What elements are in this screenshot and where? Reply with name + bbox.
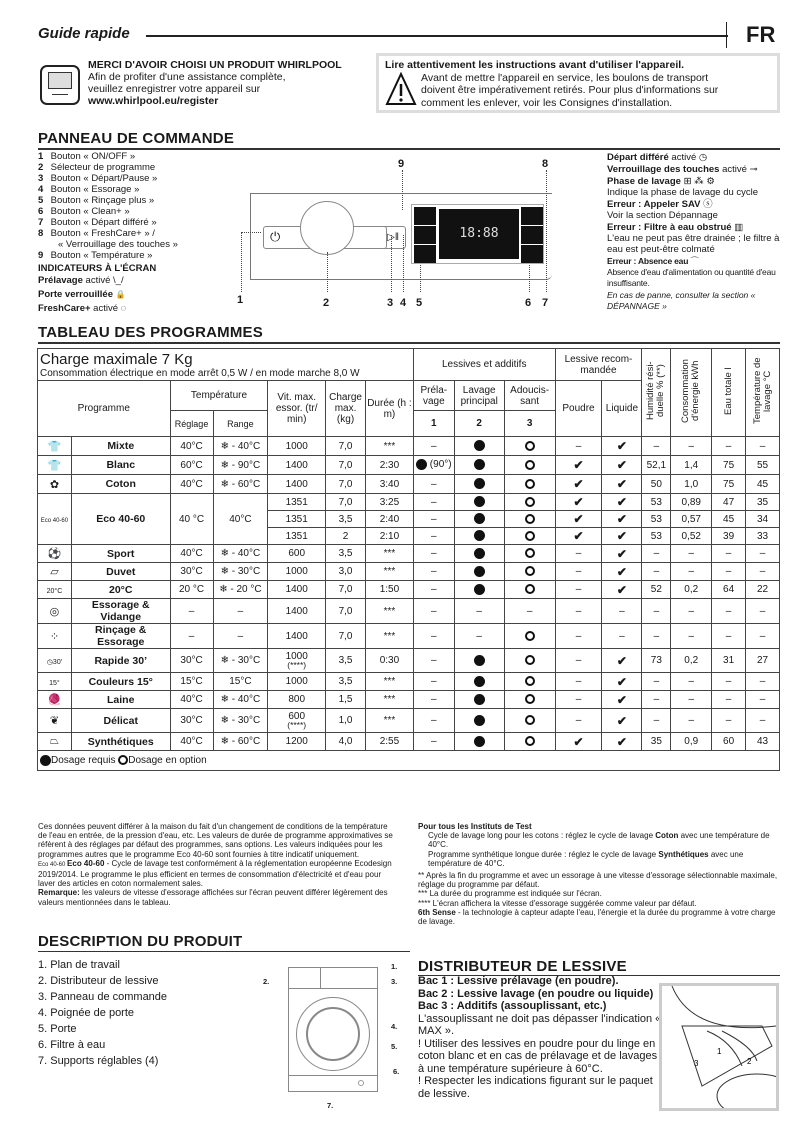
product-parts-list xyxy=(38,957,167,1069)
check-icon: ✔ xyxy=(573,529,584,543)
header-spin: Vit. max. essor. (tr/ min) xyxy=(268,381,326,437)
header-n2: 2 xyxy=(454,411,504,437)
dosage-required-icon xyxy=(416,459,427,470)
dosage-required-icon xyxy=(474,694,485,705)
header-recommended: Lessive recom- mandée xyxy=(555,349,642,381)
spin-drain-icon: ◎ xyxy=(38,599,72,624)
warning-line2: doivent être impérativement retirés. Pour plus d'informations sur xyxy=(421,84,719,96)
dosage-optional-icon xyxy=(525,497,535,507)
table-row: 20°C 20°C 20 °C ❄ - 20 °C 1400 7,0 1:50 – – ✔ 52 0,2 64 22 xyxy=(38,581,780,599)
check-icon: ✔ xyxy=(616,512,627,526)
list-item: 5. Porte xyxy=(38,1023,77,1035)
list-item: 2 Sélecteur de programme xyxy=(38,162,156,173)
dispenser-text: Bac 1 : Lessive prélavage (en poudre). Bac 2 : Lessive lavage (en poudre ou liquide) Bac 3 : Additifs (assouplissant, etc.) L'assouplissant ne doit pas dépasser l'indication « MAX ». ! Utiliser des lessives en poudre pour du linge en coton blanc et en cas de prélavage et de lavages à une température supérieure à 60°C. ! Respecter les indications figurant sur le paquet de lessive. xyxy=(418,975,662,1100)
colors-15-icon: 15° xyxy=(38,673,72,691)
list-item: 3 Bouton « Départ/Pause » xyxy=(38,173,158,184)
header-energy: Consommation d'énergie kWh xyxy=(671,349,712,437)
dosage-required-icon xyxy=(40,755,51,766)
lcd-display: 18:88 xyxy=(439,209,519,259)
temperature-button[interactable] xyxy=(414,207,436,225)
clock-icon: ◷ xyxy=(698,152,708,163)
dosage-optional-icon xyxy=(525,694,535,704)
header-divider xyxy=(726,22,727,48)
list-item: 7 Bouton « Départ différé » xyxy=(38,217,157,228)
check-icon: ✔ xyxy=(573,734,584,749)
indicator-door-locked: Porte verrouillée 🔒 xyxy=(38,289,126,300)
diagram-label-7: 7. xyxy=(327,1101,334,1110)
list-item: 1. Plan de travail xyxy=(38,959,120,971)
guide-title: Guide rapide xyxy=(38,25,130,42)
dosage-optional-icon xyxy=(525,548,535,558)
notes-right: Pour tous les Instituts de Test Cycle de lavage long pour les cotons : réglez le cycle de lavage Coton avec une température de 40°C. Programme synthétique longue durée : réglez le cycle de lavage Synthétiques avec une température de 40°C. ** Après la fin du programme et avec un essorage à une vitesse d'essorage sélectionnable maximale, réglage du programme par défaut. *** La durée du programme est indiquée sur l'écran. **** L'écran affichera la vitesse d'essorage suggérée comme valeur par défaut. 6th Sense - la technologie à capteur adapte l'eau, l'énergie et la durée du programme à votre charge de lavage. xyxy=(418,822,778,927)
callout-8: 8 xyxy=(542,158,549,170)
compartment-3-label: 3 xyxy=(694,1059,699,1068)
indicator-freshcare: FreshCare+ activé ◌ xyxy=(38,303,127,314)
register-line1: Afin de profiter d'une assistance complète, xyxy=(88,71,286,83)
header-softener: Adoucis- sant xyxy=(504,381,555,411)
wool-icon: 🧶 xyxy=(38,691,72,709)
notes-left: Ces données peuvent différer à la maison du fait d'un changement de conditions de la température de l'eau en entrée, de la pression d'eau, etc. Les valeurs de durée de programme approximatives se réfèrent à des réglages par défaut des programmes, sans options. Les valeurs indiquées pour les programmes autres que le programme Eco 40-60 sont fournies à titre indicatif uniquement. Eco 40-60 Eco 40-60 - Cycle de lavage test conformément à la réglementation européenne Ecodesign 2019/2014. Le programme le plus efficient en termes de consommation d'électricité et d'eau pour laver des articles en coton normalement sales. Remarque: les valeurs de vitesse d'essorage affichées sur l'écran peuvent différer légèrement des valeurs mentionnées dans le tableau. xyxy=(38,822,393,907)
20c-icon: 20°C xyxy=(38,581,72,599)
key-icon: ⊸ xyxy=(749,164,758,175)
dosage-required-icon xyxy=(474,478,485,489)
program-table xyxy=(37,348,780,771)
header-prewash: Préla- vage xyxy=(413,381,454,411)
clean-plus-button[interactable] xyxy=(521,245,543,263)
dosage-required-icon xyxy=(474,676,485,687)
dosage-optional-icon xyxy=(118,755,128,765)
check-icon: ✔ xyxy=(616,458,627,472)
warning-triangle-icon xyxy=(385,72,419,110)
warning-line3: comment les enlever, voir les Consignes d'installation. xyxy=(421,96,673,109)
indicator-error-water: Erreur : Absence eau ⌒ Absence d'eau d'alimentation ou quantité d'eau insuffisante. xyxy=(607,256,776,288)
header-rule xyxy=(146,35,728,37)
control-panel-title: PANNEAU DE COMMANDE xyxy=(38,130,235,147)
check-icon: ✔ xyxy=(573,495,584,509)
callout-2: 2 xyxy=(323,297,330,309)
header-programme: Programme xyxy=(38,381,171,437)
service-icon: ⓢ xyxy=(703,199,713,210)
callout-line xyxy=(327,252,328,292)
dosage-required-icon xyxy=(474,513,485,524)
table-row: ◷30' Rapide 30’ 30°C ❄ - 30°C 1000 (****) 3,5 0:30 – – ✔ 73 0,2 31 27 xyxy=(38,649,780,673)
delay-start-button[interactable] xyxy=(521,226,543,244)
dosage-optional-icon xyxy=(525,531,535,541)
callout-5: 5 xyxy=(416,297,423,309)
power-icon: ⏻ xyxy=(270,229,281,244)
tap-icon: ⌒ xyxy=(690,256,699,266)
section-rule xyxy=(38,148,780,150)
list-item: 3. Panneau de commande xyxy=(38,991,168,1003)
troubleshoot-note: En cas de panne, consulter la section « DÉPANNAGE » xyxy=(607,290,756,311)
diagram-label-1: 1. xyxy=(391,962,398,971)
table-legend: Dosage requis Dosage en option xyxy=(38,751,780,771)
section-rule xyxy=(38,342,780,344)
table-row: ✿ Coton 40°C ❄ - 60°C 1400 7,0 3:40 – ✔ ✔ 50 1,0 75 45 xyxy=(38,475,780,494)
control-panel-diagram xyxy=(250,193,552,280)
callout-6: 6 xyxy=(525,297,532,309)
header-mainwash: Lavage principal xyxy=(454,381,504,411)
delicate-icon: ❦ xyxy=(38,709,72,733)
rapid-30-icon: ◷30' xyxy=(38,649,72,673)
diagram-label-4: 4. xyxy=(391,1022,398,1031)
callout-line xyxy=(420,265,421,292)
dosage-optional-icon xyxy=(525,441,535,451)
table-row: 15° Couleurs 15° 15°C 15°C 1000 3,5 *** – – ✔ – – – – xyxy=(38,673,780,691)
program-selector-dial[interactable] xyxy=(300,201,354,255)
cotton-icon: ✿ xyxy=(38,475,72,494)
register-block xyxy=(88,59,342,107)
list-item-sub: « Verrouillage des touches » xyxy=(58,239,178,250)
header-duration: Durée (h : m) xyxy=(366,381,414,437)
indicator-error-filter: Erreur : Filtre à eau obstrué ▥ L'eau ne peut pas être drainée ; le filtre à eau est peut-être colmaté xyxy=(607,222,780,255)
list-item: 1 Bouton « ON/OFF » xyxy=(38,151,136,162)
dispenser-drawer-illustration xyxy=(659,983,779,1111)
check-icon: ✔ xyxy=(616,734,627,749)
dosage-optional-icon xyxy=(525,514,535,524)
warning-line1: Avant de mettre l'appareil en service, les boulons de transport xyxy=(421,71,709,84)
diagram-label-3: 3. xyxy=(391,977,398,986)
white-icon: 👕 xyxy=(38,456,72,475)
table-row: ⚽ Sport 40°C ❄ - 40°C 600 3,5 *** – – ✔ – – – – xyxy=(38,545,780,563)
callout-line xyxy=(241,232,261,233)
compartment-1-label: 1 xyxy=(717,1047,722,1056)
table-row: 🧶 Laine 40°C ❄ - 40°C 800 1,5 *** – – ✔ – – – – xyxy=(38,691,780,709)
dosage-required-icon xyxy=(474,459,485,470)
callout-line xyxy=(402,170,403,210)
list-item: 9 Bouton « Température » xyxy=(38,250,153,261)
dosage-required-icon xyxy=(474,736,485,747)
list-item: 8 Bouton « FreshCare+ » / xyxy=(38,228,155,239)
header-temperature: Température xyxy=(170,381,268,411)
callout-3: 3 xyxy=(387,297,394,309)
header-liquid: Liquide xyxy=(602,381,642,437)
dosage-required-icon xyxy=(474,530,485,541)
list-item: 4. Poignée de porte xyxy=(38,1007,135,1019)
indicator-keylock: Verrouillage des touches activé ⊸ xyxy=(607,164,758,175)
list-item: 6 Bouton « Clean+ » xyxy=(38,206,130,217)
diagram-label-5: 5. xyxy=(391,1042,398,1051)
header-wash-temp: Température de lavage °C xyxy=(746,349,780,437)
register-line2: veuillez enregistrer votre appareil sur xyxy=(88,83,261,95)
header-powder: Poudre xyxy=(555,381,602,437)
table-row: 1351 3,5 2:40 – ✔ ✔ 53 0,57 45 34 xyxy=(38,511,780,528)
dosage-optional-icon xyxy=(525,566,535,576)
table-caption: Charge maximale 7 Kg Consommation électrique en mode arrêt 0,5 W / en mode marche 8,0 W xyxy=(38,349,414,381)
check-icon: ✔ xyxy=(616,477,627,491)
check-icon: ✔ xyxy=(573,477,584,491)
table-row: ⏢ Synthétiques 40°C ❄ - 60°C 1200 4,0 2:55 – ✔ ✔ 35 0,9 60 43 xyxy=(38,733,780,751)
check-icon: ✔ xyxy=(573,458,584,472)
control-panel-list xyxy=(38,151,178,316)
washing-machine-diagram xyxy=(288,967,378,1097)
check-icon: ✔ xyxy=(616,564,627,579)
header-n1: 1 xyxy=(413,411,454,437)
header-n3: 3 xyxy=(504,411,555,437)
mixed-icon: 👕 xyxy=(38,437,72,456)
dosage-optional-icon xyxy=(525,655,535,665)
program-table-title: TABLEAU DES PROGRAMMES xyxy=(38,324,263,341)
rinse-plus-button[interactable] xyxy=(414,245,436,263)
product-description-title: DESCRIPTION DU PRODUIT xyxy=(38,933,243,950)
header-range: Range xyxy=(213,411,268,437)
indicator-phase: Phase de lavage ⊞ ⁂ ⚙ Indique la phase de lavage du cycle xyxy=(607,176,759,198)
check-icon: ✔ xyxy=(616,546,627,561)
spin-button[interactable] xyxy=(414,226,436,244)
header-humidity: Humidité rési- duelle % (**) xyxy=(642,349,671,437)
list-item: 5 Bouton « Rinçage plus » xyxy=(38,195,155,206)
dosage-optional-icon xyxy=(525,736,535,746)
list-item: 4 Bouton « Essorage » xyxy=(38,184,140,195)
freshcare-keylock-button[interactable] xyxy=(521,207,543,225)
indicators-title: INDICATEURS À L'ÉCRAN xyxy=(38,263,157,274)
dispenser-title: DISTRIBUTEUR DE LESSIVE xyxy=(418,958,627,975)
prewash-icon: \_/ xyxy=(113,275,124,286)
header-load: Charge max. (kg) xyxy=(326,381,366,437)
table-row: ❦ Délicat 30°C ❄ - 30°C 600 (****) 1,0 *** – – ✔ – – – – xyxy=(38,709,780,733)
check-icon: ✔ xyxy=(616,582,627,597)
list-item: 2. Distributeur de lessive xyxy=(38,975,159,987)
callout-line xyxy=(403,235,404,292)
dosage-optional-icon xyxy=(525,584,535,594)
display-panel xyxy=(411,204,544,264)
section-rule xyxy=(38,951,410,952)
table-row: ▱ Duvet 30°C ❄ - 30°C 1000 3,0 *** – – ✔ – – – – xyxy=(38,563,780,581)
indicator-error-sav: Erreur : Appeler SAV ⓢ Voir la section Dépannage xyxy=(607,199,718,221)
dosage-optional-icon xyxy=(525,676,535,686)
lock-icon: 🔒 xyxy=(115,290,126,299)
dosage-required-icon xyxy=(474,566,485,577)
table-row: Eco 40-60 Eco 40-60 40 °C 40°C 1351 7,0 3:25 – ✔ ✔ 53 0,89 47 35 xyxy=(38,494,780,511)
table-row: ⁘ Rinçage & Essorage – – 1400 7,0 *** – – – – – – – – xyxy=(38,624,780,649)
dosage-optional-icon xyxy=(525,479,535,489)
dosage-required-icon xyxy=(474,584,485,595)
wash-phase-icon: ⊞ ⁂ ⚙ xyxy=(683,176,715,187)
play-pause-icon: ▷‖ xyxy=(387,232,399,243)
check-icon: ✔ xyxy=(616,529,627,543)
header-water: Eau totale l xyxy=(712,349,746,437)
freshcare-icon: ◌ xyxy=(120,303,127,314)
dosage-required-icon xyxy=(474,715,485,726)
callout-line xyxy=(546,170,547,292)
indicator-delay: Départ différé activé ◷ xyxy=(607,152,708,163)
header-reglage: Réglage xyxy=(170,411,213,437)
compartment-2-label: 2 xyxy=(747,1057,752,1066)
check-icon: ✔ xyxy=(616,495,627,509)
register-title: MERCI D'AVOIR CHOISI UN PRODUIT WHIRLPOOL xyxy=(88,59,342,71)
sport-icon: ⚽ xyxy=(38,545,72,563)
callout-9: 9 xyxy=(398,158,405,170)
callout-7: 7 xyxy=(542,297,549,309)
diagram-label-6: 6. xyxy=(393,1067,400,1076)
check-icon: ✔ xyxy=(573,512,584,526)
dosage-required-icon xyxy=(474,548,485,559)
dosage-required-icon xyxy=(474,655,485,666)
eco-icon: Eco 40-60 xyxy=(38,861,68,868)
table-row: 👕 Blanc 60°C ❄ - 90°C 1400 7,0 2:30 (90°) ✔ ✔ 52,1 1,4 75 55 xyxy=(38,456,780,475)
indicator-prewash: Prélavage activé \_/ xyxy=(38,275,124,286)
table-row: ◎ Essorage & Vidange – – 1400 7,0 *** – – – – – – – – – xyxy=(38,599,780,624)
callout-4: 4 xyxy=(400,297,407,309)
check-icon: ✔ xyxy=(616,692,627,707)
diagram-label-2: 2. xyxy=(263,977,270,986)
dosage-optional-icon xyxy=(525,460,535,470)
filter-icon: ▥ xyxy=(734,222,744,233)
dosage-required-icon xyxy=(474,496,485,507)
synthetics-icon: ⏢ xyxy=(38,733,72,751)
callout-line xyxy=(529,265,530,292)
list-item: 6. Filtre à eau xyxy=(38,1039,106,1051)
check-icon: ✔ xyxy=(616,713,627,728)
dosage-required-icon xyxy=(474,440,485,451)
computer-monitor-icon xyxy=(40,65,80,105)
eco-icon: Eco 40-60 xyxy=(38,494,72,545)
callout-line xyxy=(391,235,392,292)
warning-title: Lire attentivement les instructions avant d'utiliser l'appareil. xyxy=(385,59,685,71)
start-pause-button[interactable] xyxy=(351,226,406,249)
table-row: 👕 Mixte 40°C ❄ - 40°C 1000 7,0 *** – – ✔ – – – – xyxy=(38,437,780,456)
dosage-optional-icon xyxy=(525,631,535,641)
list-item: 7. Supports réglables (4) xyxy=(38,1055,159,1067)
duvet-icon: ▱ xyxy=(38,563,72,581)
rinse-spin-icon: ⁘ xyxy=(38,624,72,649)
language-label: FR xyxy=(746,22,776,47)
table-row: 1351 2 2:10 – ✔ ✔ 53 0,52 39 33 xyxy=(38,528,780,545)
check-icon: ✔ xyxy=(616,674,627,689)
check-icon: ✔ xyxy=(616,439,627,453)
check-icon: ✔ xyxy=(616,653,627,668)
warning-box xyxy=(376,53,780,113)
register-url-link[interactable]: www.whirlpool.eu/register xyxy=(88,95,219,107)
dosage-optional-icon xyxy=(525,715,535,725)
callout-1: 1 xyxy=(237,294,244,306)
header-detergents: Lessives et additifs xyxy=(413,349,555,381)
screen-indicators xyxy=(607,152,785,313)
callout-line xyxy=(241,232,242,292)
